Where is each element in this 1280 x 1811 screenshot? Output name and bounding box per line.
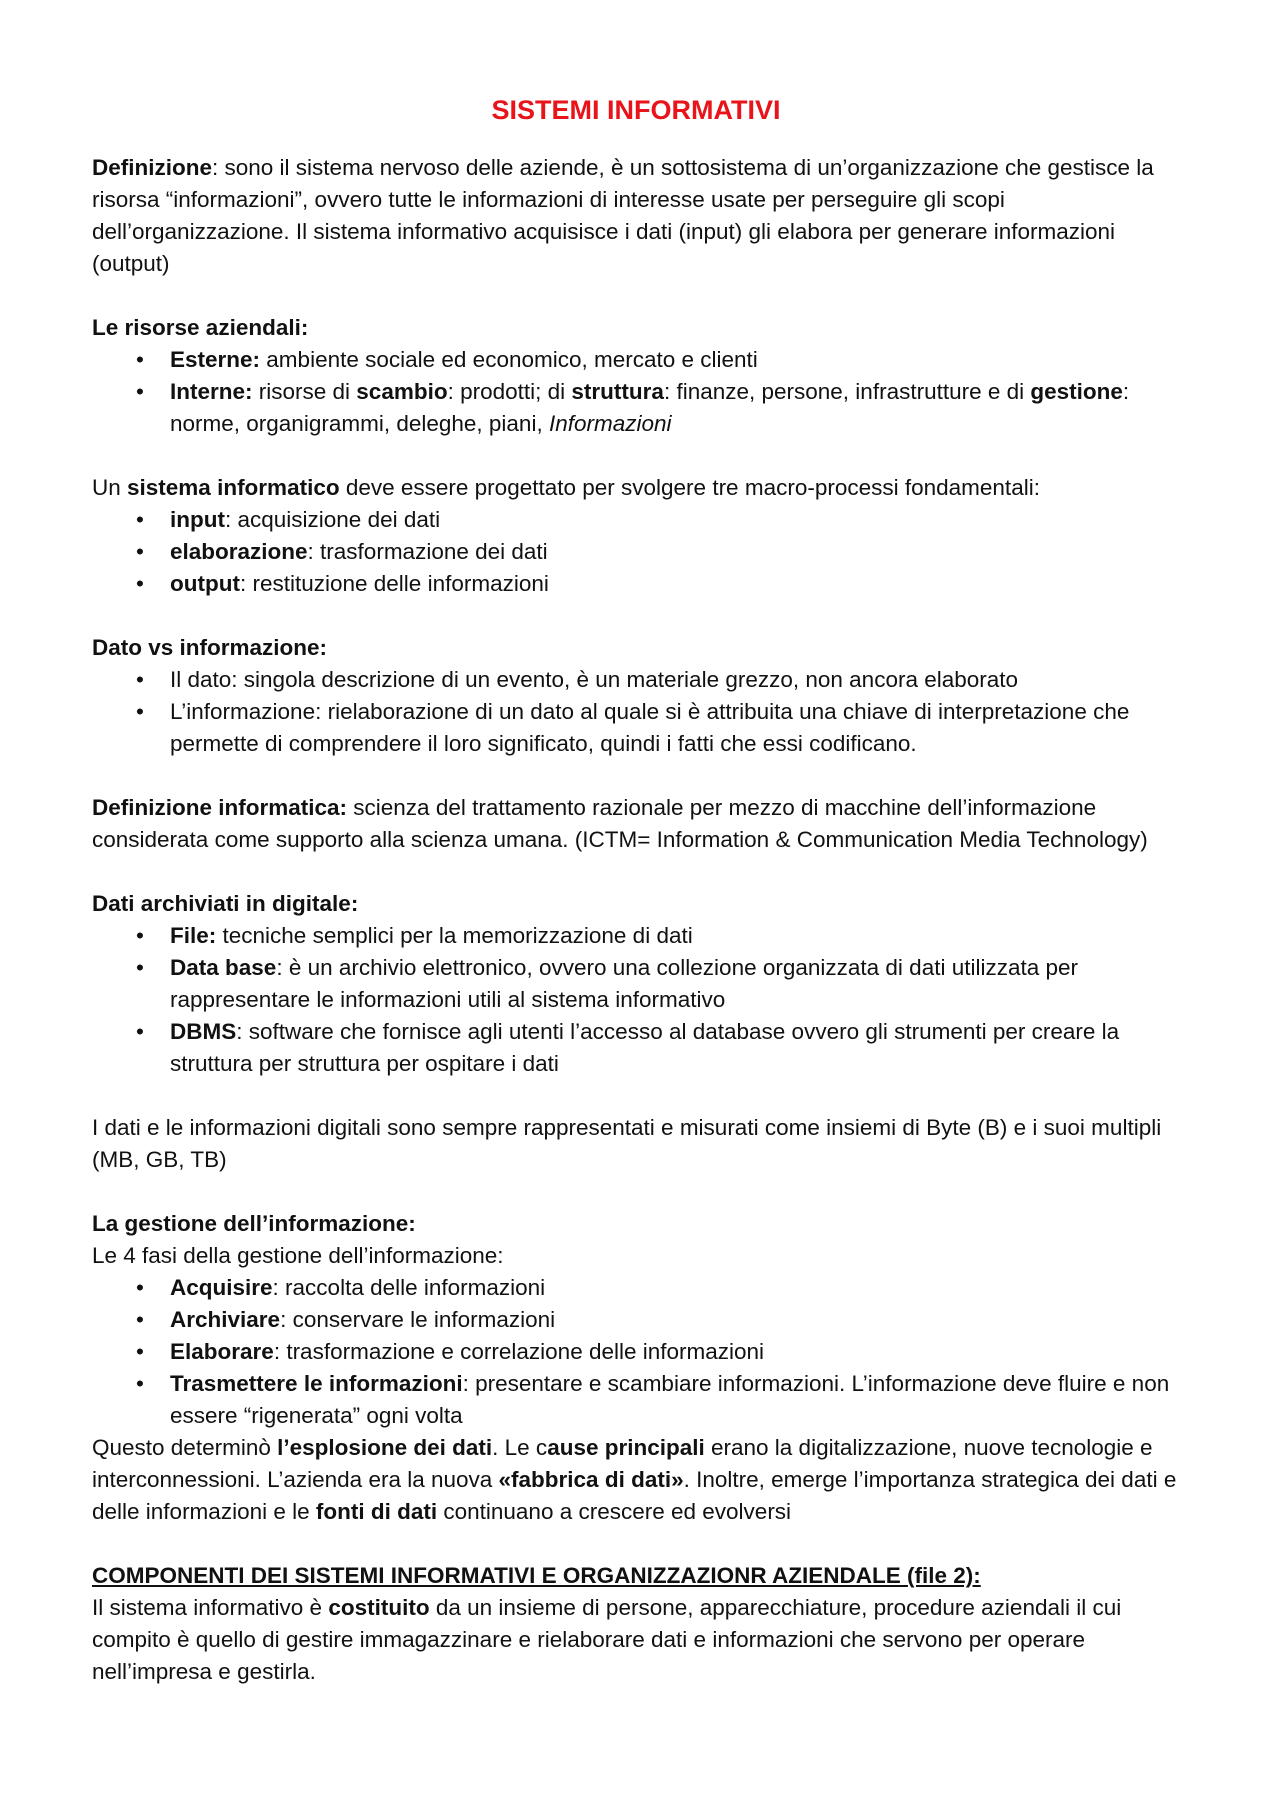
list-item: • Trasmettere le informazioni: presentare e scambiare informazioni. L’informazione deve fluire e non essere “rigenerata” ogni volta — [136, 1371, 1170, 1428]
sistema-paragraph: Un sistema informatico deve essere progettato per svolgere tre macro-processi fondamentali: — [92, 475, 1040, 500]
risorse-list — [92, 344, 1180, 440]
def-informatica-paragraph: Definizione informatica: scienza del trattamento razionale per mezzo di macchine dell’informazione considerata come supporto alla scienza umana. (ICTM= Information & Communication Media Technology) — [92, 795, 1148, 852]
risorse-heading: Le risorse aziendali: — [92, 315, 309, 340]
definition-label: Definizione — [92, 155, 213, 180]
list-item: • input: acquisizione dei dati — [136, 507, 441, 532]
list-item: • Data base: è un archivio elettronico, ovvero una collezione organizzata di dati utilizzata per rappresentare le informazioni utili al sistema informativo — [136, 955, 1079, 1012]
archiviati-heading: Dati archiviati in digitale: — [92, 891, 359, 916]
sistema-list — [92, 504, 1180, 600]
list-item: • Archiviare: conservare le informazioni — [136, 1307, 556, 1332]
gestione-heading: La gestione dell’informazione: — [92, 1211, 416, 1236]
list-item: • output: restituzione delle informazioni — [136, 571, 549, 596]
list-item: • elaborazione: trasformazione dei dati — [136, 539, 548, 564]
list-item: • File: tecniche semplici per la memorizzazione di dati — [136, 923, 693, 948]
componenti-paragraph: Il sistema informativo è costituito da un insieme di persone, apparecchiature, procedure aziendali il cui compito è quello di gestire immagazzinare e rielaborare dati e informazioni che servono per operare nell’impresa e gestirla. — [92, 1595, 1122, 1684]
dato-heading: Dato vs informazione: — [92, 635, 328, 660]
gestione-intro: Le 4 fasi della gestione dell’informazione: — [92, 1243, 504, 1268]
esplosione-paragraph: Questo determinò l’esplosione dei dati. Le cause principali erano la digitalizzazione, nuove tecnologie e interconnessioni. L’azienda era la nuova «fabbrica di dati». Inoltre, emerge l’importanza strategica dei dati e delle informazioni e le fonti di dati continuano a crescere ed evolversi — [92, 1435, 1177, 1524]
list-item: • DBMS: software che fornisce agli utenti l’accesso al database ovvero gli strumenti per creare la struttura per struttura per ospitare i dati — [136, 1019, 1120, 1076]
definition-paragraph: Definizione: sono il sistema nervoso delle aziende, è un sottosistema di un’organizzazione che gestisce la risorsa “informazioni”, ovvero tutte le informazioni di interesse usate per perseguire gli scopi dell’organizzazione. Il sistema informativo acquisisce i dati (input) gli elabora per generare informazioni (output) — [92, 155, 1154, 276]
componenti-heading: COMPONENTI DEI SISTEMI INFORMATIVI E ORGANIZZAZIONR AZIENDALE (file 2): — [92, 1563, 981, 1588]
list-item: • Acquisire: raccolta delle informazioni — [136, 1275, 546, 1300]
byte-paragraph: I dati e le informazioni digitali sono sempre rappresentati e misurati come insiemi di Byte (B) e i suoi multipli (MB, GB, TB) — [92, 1115, 1162, 1172]
dato-list — [92, 664, 1180, 760]
gestione-list — [92, 1272, 1180, 1432]
list-item: • Esterne: ambiente sociale ed economico, mercato e clienti — [136, 347, 758, 372]
list-item: • Elaborare: trasformazione e correlazione delle informazioni — [136, 1339, 765, 1364]
archiviati-list — [92, 920, 1180, 1080]
list-item: • L’informazione: rielaborazione di un dato al quale si è attribuita una chiave di interpretazione che permette di comprendere il loro significato, quindi i fatti che essi codificano. — [136, 699, 1130, 756]
list-item: • Il dato: singola descrizione di un evento, è un materiale grezzo, non ancora elaborato — [136, 667, 1019, 692]
list-item: • Interne: risorse di scambio: prodotti; di struttura: finanze, persone, infrastrutture e di gestione: norme, organigrammi, deleghe, piani, Informazioni — [136, 379, 1130, 436]
page-title: SISTEMI INFORMATIVI — [491, 95, 781, 125]
